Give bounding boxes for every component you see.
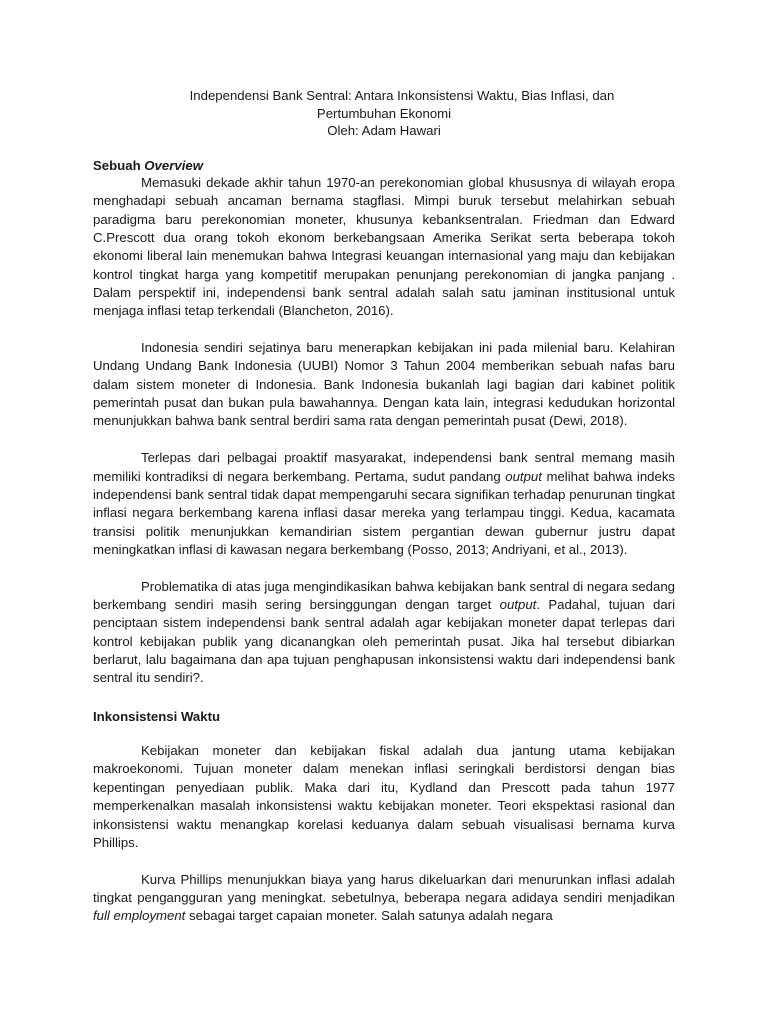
section-heading-overview [93, 157, 675, 175]
paragraph-3-part-1: Terlepas dari pelbagai proaktif masyarakat, independensi bank sentral memang masih memiliki kontradiksi di negara berkembang. Pertama, sudut pandang [93, 450, 675, 484]
document-author: Oleh: Adam Hawari [327, 123, 441, 138]
paragraph-6-part-2: sebagai target capaian moneter. Salah satunya adalah negara [185, 908, 553, 924]
paragraph-4-part-2: . Padahal, tujuan dari penciptaan sistem independensi bank sentral adalah agar kebijakan moneter dapat terlepas dari kontrol kebijakan publik yang dicanangkan oleh pemerintah pusat. Jika hal tersebut dibiarkan berlarut, lalu bagaimana dan apa tujuan penghapusan inkonsistensi waktu dari independensi bank sentral itu sendiri?. [93, 596, 676, 686]
section-heading-overview-italic: Overview [144, 157, 203, 173]
section-heading-overview-plain: Sebuah [93, 157, 145, 173]
document-title-line-2: Pertumbuhan Ekonomi [316, 105, 452, 121]
paragraph-2: Indonesia sendiri sejatinya baru menerapkan kebijakan ini pada milenial baru. Kelahiran Undang Undang Bank Indonesia (UUBI) Nomor 3 Tahun 2004 memberikan sebuah nafas baru dalam sistem moneter di Indonesia. Bank Indonesia bukanlah lagi bagian dari kabinet politik pemerintah pusat dan bukan pula bawahannya. Dengan kata lain, integrasi kedudukan horizontal menunjukkan bahwa bank sentral berdiri sama rata dengan pemerintah pusat (Dewi, 2018). [93, 340, 675, 429]
paragraph-3 [93, 449, 675, 559]
paragraph-4-italic: output [499, 596, 537, 612]
paragraph-6 [93, 871, 675, 926]
section-heading-inkonsistensi: Inkonsistensi Waktu [93, 708, 221, 724]
paragraph-6-italic: full employment [93, 908, 186, 924]
document-title-line-1: Independensi Bank Sentral: Antara Inkonsistensi Waktu, Bias Inflasi, dan [189, 88, 615, 103]
paragraph-1: Memasuki dekade akhir tahun 1970-an perekonomian global khususnya di wilayah eropa menghadapi sebuah ancaman bernama stagflasi. Mimpi buruk tersebut melahirkan sebuah paradigma baru perekonomian moneter, khusunya kebanksentralan. Friedman dan Edward C.Prescott dua orang tokoh ekonom berkebangsaan Amerika Serikat serta beberapa tokoh ekonomi liberal lain menemukan bahwa Integrasi keuangan internasional yang maju dan kebijakan kontrol tingkat harga yang kompetitif merupakan penunjang perekonomian di jangka panjang . Dalam perspektif ini, independensi bank sentral adalah salah satu jaminan institusional untuk menjaga inflasi tetap terkendali (Blancheton, 2016). [93, 175, 675, 319]
paragraph-6-part-1: Kurva Phillips menunjukkan biaya yang harus dikeluarkan dari menurunkan inflasi adalah tingkat pengangguran yang meningkat. sebetulnya, beberapa negara adidaya sendiri menjadikan [93, 871, 675, 905]
paragraph-3-part-2: melihat bahwa indeks independensi bank sentral tidak dapat mempengaruhi secara signifikan terhadap penurunan tingkat inflasi negara berkembang karena inflasi dasar mereka yang terlampau tinggi. Kedua, kacamata transisi politik menunjukkan kemandirian sistem pergantian dewan gubernur justru dapat meningkatkan inflasi di kawasan negara berkembang (Posso, 2013; Andriyani, et al., 2013). [93, 468, 676, 557]
title-block [93, 87, 675, 140]
paragraph-5: Kebijakan moneter dan kebijakan fiskal adalah dua jantung utama kebijakan makroekonomi. Tujuan moneter dalam menekan inflasi seringkali berdistorsi dengan bias kepentingan penyediaan publik. Maka dari itu, Kydland dan Prescott pada tahun 1977 memperkenalkan masalah inkonsistensi waktu kebijakan moneter. Teori ekspektasi rasional dan inkonsistensi waktu menangkap korelasi keduanya dalam sebuah visualisasi bernama kurva Phillips. [93, 743, 675, 850]
paragraph-4 [93, 578, 675, 688]
paragraph-3-italic: output [505, 468, 542, 484]
paragraph-4-part-1: Problematika di atas juga mengindikasikan bahwa kebijakan bank sentral di negara sedang berkembang sendiri masih sering bersinggungan dengan target [93, 578, 675, 612]
